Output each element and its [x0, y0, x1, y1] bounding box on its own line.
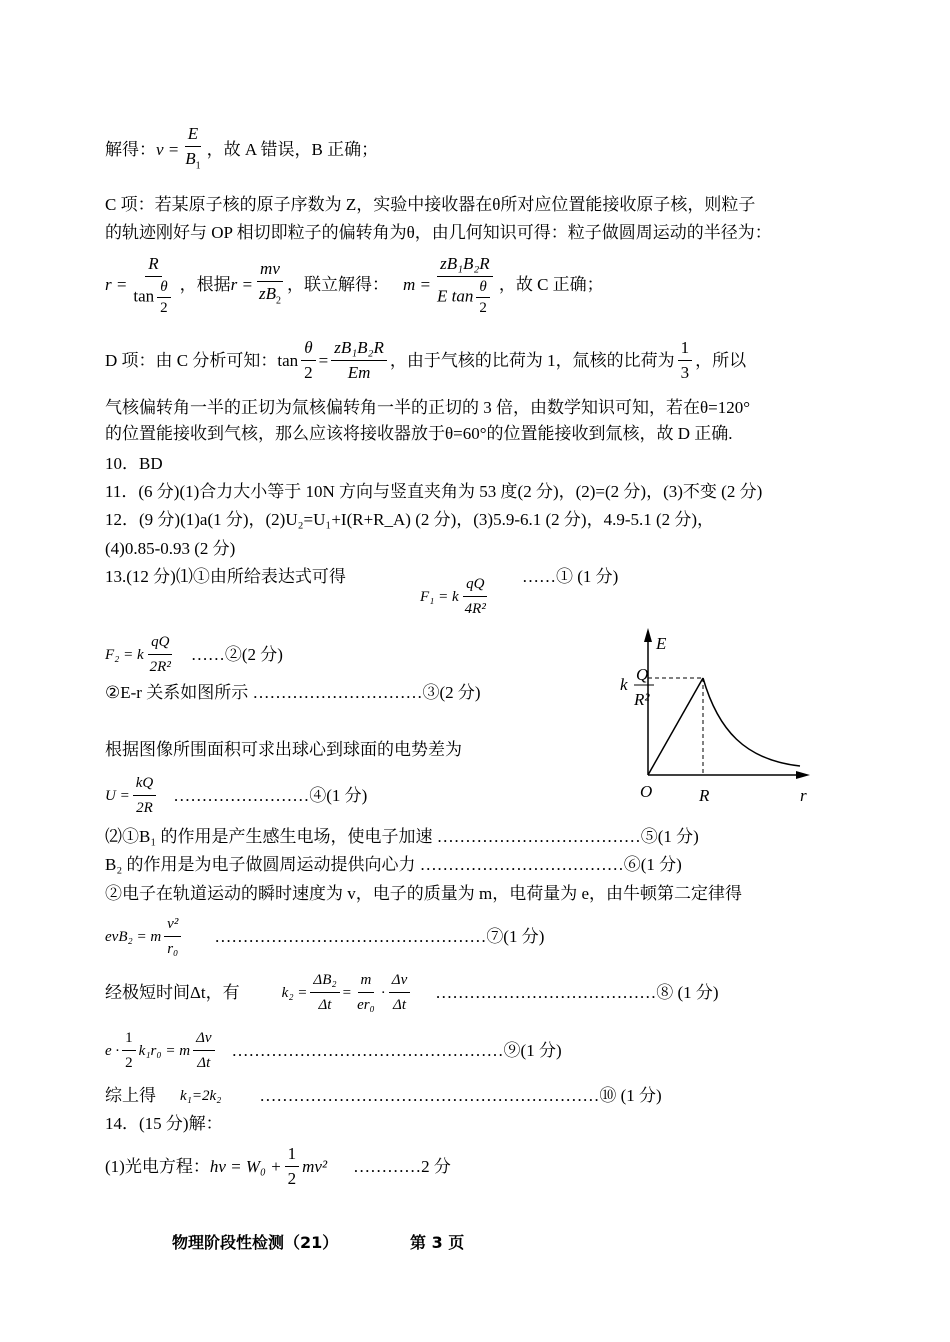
formula-lhs: U =: [105, 787, 130, 804]
text: ，联立解得：: [286, 275, 389, 294]
denominator: Em: [347, 363, 371, 382]
formula-lhs: r =: [105, 275, 128, 294]
denominator: [130, 277, 176, 318]
label: 解得：: [105, 140, 156, 160]
formula-lhs: evB₂ = m: [105, 928, 162, 945]
part2-b1: ⑵①B₁ 的作用是产生感生电场，使电子加速 ………………………………⑤(1 分): [105, 827, 699, 846]
fraction: [147, 630, 174, 679]
formula-14: [105, 1142, 451, 1191]
answer-13-head: 13.(12 分)⑴①由所给表达式可得: [105, 567, 346, 586]
denominator: 2: [304, 363, 313, 382]
formula-lhs: r =: [230, 275, 253, 294]
numerator: E: [185, 122, 201, 147]
fraction: [285, 1142, 300, 1191]
er-relation: ②E-r 关系如图所示 …………………………③(2 分): [105, 683, 481, 702]
equals: =: [342, 984, 352, 1001]
numerator: θ: [157, 277, 170, 298]
formula-u: [105, 771, 367, 820]
numerator: ΔB₂: [310, 968, 339, 993]
score-2: ……②(2 分): [190, 644, 283, 664]
fraction: [310, 968, 339, 1017]
den-text: E tan: [436, 286, 474, 306]
fraction: [182, 122, 203, 178]
denominator: Δt: [197, 1055, 211, 1071]
formula-8: [105, 968, 719, 1017]
fraction: [256, 257, 284, 313]
denominator: Δt: [393, 997, 406, 1013]
r-tick-label: R: [699, 786, 710, 805]
numerator: v²: [164, 912, 181, 937]
linear-segment: [648, 678, 703, 775]
denominator: 4R²: [464, 601, 486, 617]
area-text: 根据图像所围面积可求出球心到球面的电势差为: [105, 740, 462, 759]
numerator: 1: [122, 1026, 136, 1051]
denominator: 2: [479, 300, 487, 316]
formula-f1: [420, 572, 492, 621]
formula-lhs: v =: [156, 140, 180, 160]
x-arrow-icon: [796, 771, 810, 779]
score-14: …………2 分: [353, 1156, 451, 1176]
score-1: ……① (1 分): [522, 567, 619, 586]
formula-rhs: mv²: [302, 1156, 328, 1176]
denominator: 2R: [136, 800, 153, 816]
tan: tan: [277, 350, 299, 370]
denominator: 2: [160, 300, 168, 316]
text: ，根据: [179, 275, 231, 294]
denominator: 2: [287, 1169, 297, 1188]
score-7: …………………………………………⑦(1 分): [214, 926, 545, 946]
fraction: [164, 912, 181, 961]
score-10: ……………………………………………………⑩ (1 分): [259, 1086, 662, 1105]
fraction: [122, 1026, 136, 1075]
half-angle: [301, 336, 316, 385]
c-line1: C 项：若某原子核的原子序数为 Z，实验中接收器在θ所对应位置能接收原子核，则粒子: [105, 195, 756, 214]
den-sub: 2: [275, 295, 281, 307]
fraction-one-third: [678, 336, 693, 385]
den-sub: 1: [195, 160, 201, 172]
fraction: [331, 336, 387, 385]
fraction: [193, 1026, 214, 1075]
q-den: R²: [634, 690, 650, 709]
c-formulas: [105, 252, 604, 318]
y-label: E: [656, 634, 667, 653]
numerator: 1: [285, 1142, 300, 1167]
label: D 项：由 C 分析可知：: [105, 350, 278, 370]
origin-label: O: [640, 782, 653, 801]
den-text: zB: [258, 283, 276, 303]
fraction: [389, 968, 410, 1017]
answer-11: 11．(6 分)(1)合力大小等于 10N 方向与竖直夹角为 53 度(2 分)，(2)=(2 分)，(3)不变 (2 分): [105, 482, 763, 501]
denominator: [182, 147, 203, 178]
answer-10: 10．BD: [105, 454, 163, 473]
part2-text: ②电子在轨道运动的瞬时速度为 v，电子的质量为 m，电荷量为 e，由牛顿第二定律得: [105, 884, 743, 903]
denominator: Δt: [318, 997, 332, 1013]
denominator: r₀: [167, 941, 179, 957]
formula-10: [105, 1084, 662, 1108]
score-8: …………………………………⑧ (1 分): [435, 982, 719, 1002]
d-line3: 的位置能接收到气核，那么应该将接收器放于θ=60°的位置能接收到氚核，故 D 正确.: [105, 424, 733, 443]
numerator: Δv: [193, 1026, 214, 1051]
score-4: ……………………④(1 分): [173, 785, 368, 805]
formula-f2: [105, 630, 283, 679]
denominator: 3: [680, 363, 690, 382]
den-text: B: [185, 149, 196, 168]
text: ，所以: [695, 350, 747, 370]
d-line2: 气核偏转角一半的正切为氚核偏转角一半的正切的 3 倍，由数学知识可知，若在θ=120°: [105, 398, 751, 417]
half-angle: [476, 277, 490, 318]
numerator: qQ: [463, 572, 487, 597]
half-angle: [157, 277, 171, 318]
part2-b2: B₂ 的作用是为电子做圆周运动提供向心力 ………………………………⑥(1 分): [105, 855, 682, 874]
denominator: 2: [125, 1055, 133, 1071]
y-arrow-icon: [644, 628, 652, 642]
text: ，故 C 正确；: [498, 275, 604, 294]
fraction: [462, 572, 489, 621]
numerator: 1: [678, 336, 693, 361]
score-9: …………………………………………⑨(1 分): [231, 1040, 562, 1060]
equals: =: [318, 350, 329, 370]
formula-lhs: m =: [402, 275, 431, 294]
numerator: zB₁B₂R: [437, 252, 493, 277]
text: ，由于气核的比荷为 1，氚核的比荷为: [389, 350, 675, 370]
formula-lhs: F₂ = k: [105, 646, 144, 663]
denominator: [434, 277, 496, 318]
formula-9: [105, 1026, 562, 1075]
result: k₁=2k₂: [180, 1088, 222, 1104]
formula-mid: k₁r₀ = m: [138, 1042, 191, 1059]
numerator: mv: [257, 257, 283, 282]
fraction: [434, 252, 496, 318]
dot: ·: [380, 984, 386, 1001]
denominator: er₀: [357, 997, 375, 1013]
formula-lhs: e ·: [105, 1042, 120, 1059]
k-label: k: [620, 675, 628, 694]
x-label: r: [800, 786, 807, 805]
numerator: θ: [476, 277, 489, 298]
numerator: zB₁B₂R: [331, 336, 387, 361]
formula-lhs: F₁ = k: [420, 588, 459, 605]
numerator: kQ: [133, 771, 157, 796]
d-formula-line: [105, 336, 746, 385]
answer-12-line1: 12．(9 分)(1)a(1 分)，(2)U₂=U₁+I(R+R_A) (2 分)，(3)5.9-6.1 (2 分)，4.9-5.1 (2 分)，: [105, 510, 715, 529]
tan: tan: [133, 286, 155, 306]
denominator: [256, 282, 284, 313]
c-line2: 的轨迹刚好与 OP 相切即粒子的偏转角为θ，由几何知识可得：粒子做圆周运动的半径为：: [105, 223, 772, 242]
q-num: Q: [636, 665, 649, 684]
numerator: R: [145, 252, 161, 277]
formula-lhs: k₂ =: [281, 984, 308, 1001]
formula-7: [105, 912, 544, 961]
numerator: m: [358, 968, 375, 993]
fraction: [133, 771, 157, 820]
page-number: 第 3 页: [410, 1233, 465, 1252]
fraction: [130, 252, 176, 318]
text: ，故 A 错误，B 正确；: [206, 140, 379, 160]
fraction: [354, 968, 378, 1017]
answer-14-head: 14．(15 分)解：: [105, 1114, 223, 1133]
label: 经极短时间Δt，有: [105, 982, 240, 1002]
footer-title: 物理阶段性检测（21）: [172, 1233, 339, 1252]
numerator: qQ: [148, 630, 172, 655]
answer-ab: [105, 122, 378, 178]
numerator: θ: [301, 336, 315, 361]
e-r-graph: [600, 620, 830, 810]
label: (1)光电方程：: [105, 1156, 210, 1176]
decay-curve: [703, 678, 800, 766]
answer-12-line2: (4)0.85-0.93 (2 分): [105, 539, 236, 558]
denominator: 2R²: [149, 659, 171, 675]
label: 综上得: [105, 1086, 156, 1105]
numerator: Δv: [389, 968, 410, 993]
formula-lhs: hν = W₀ +: [209, 1156, 282, 1176]
